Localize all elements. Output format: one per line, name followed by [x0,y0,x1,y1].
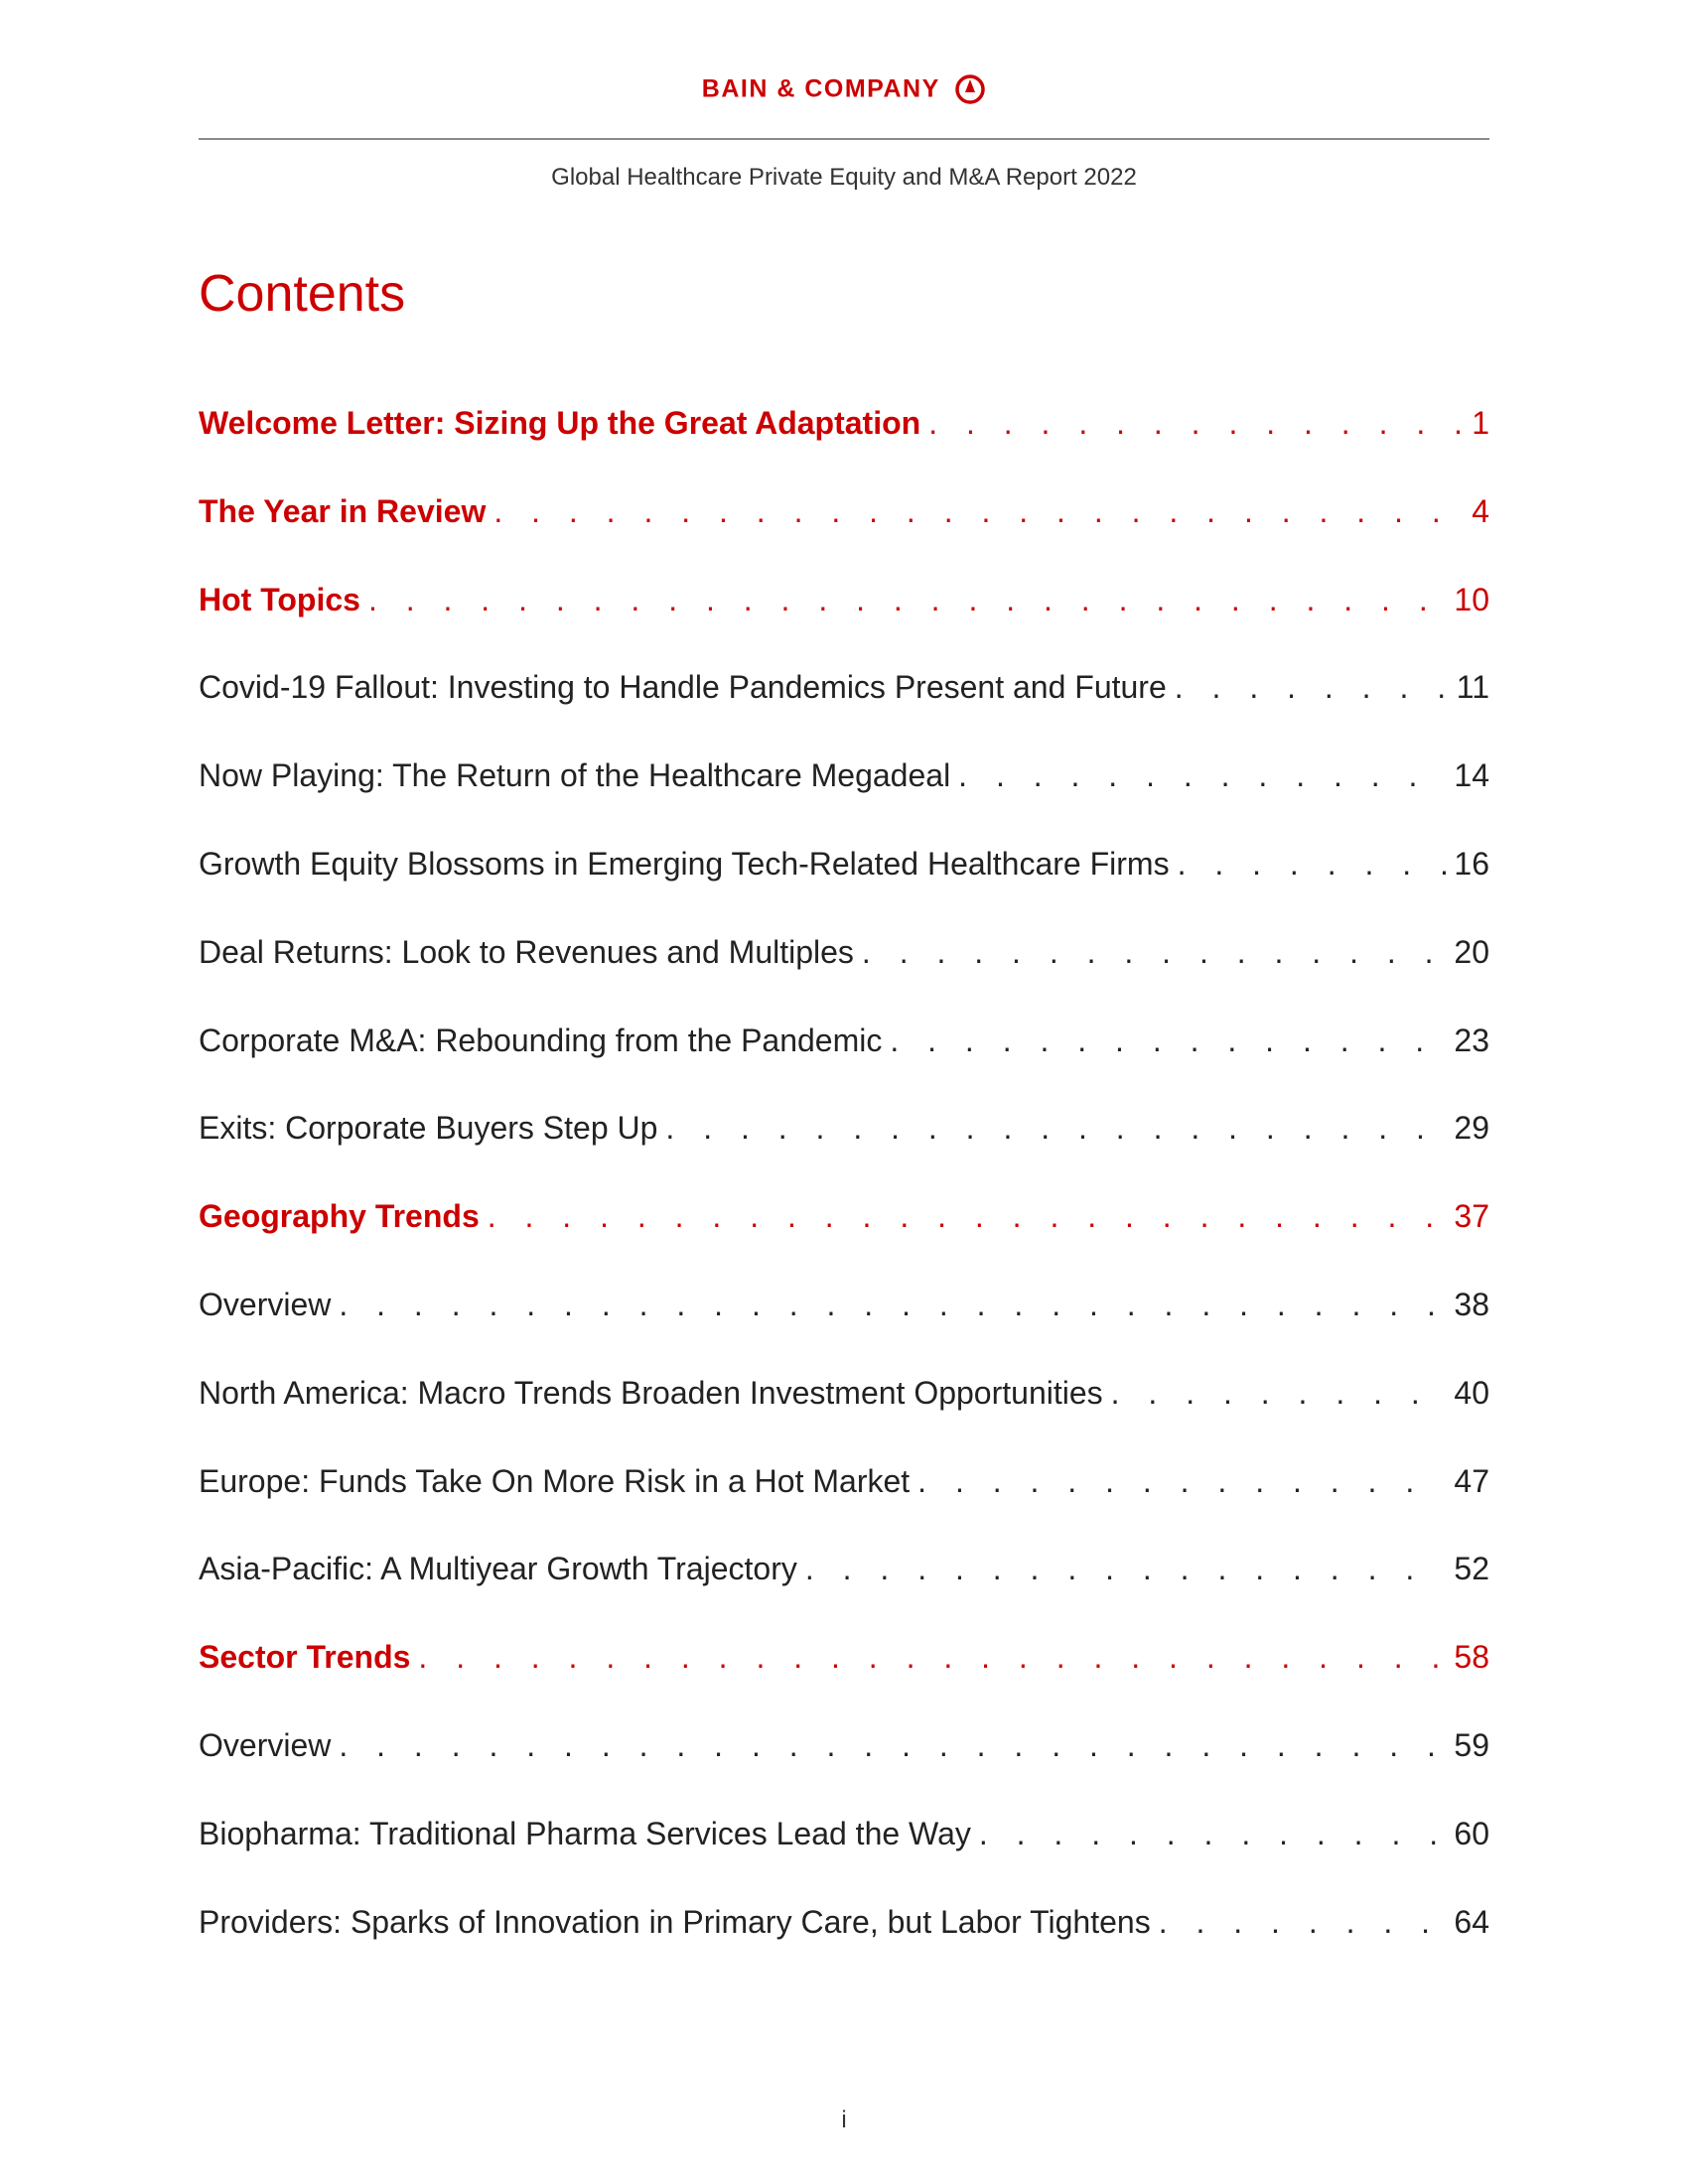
toc-section-link[interactable] [199,493,1489,582]
toc-leader-dots [890,1023,1446,1059]
toc-label: The Year in Review [199,492,487,529]
toc-page-number: 1 [1472,405,1489,441]
toc-leader-dots [979,1816,1447,1852]
contents-heading: Contents [199,265,406,323]
toc-entry-link[interactable] [199,846,1489,934]
toc-leader-dots [1175,669,1449,706]
toc-label: Providers: Sparks of Innovation in Primary Care, but Labor Tightens [199,1903,1151,1940]
logo-text: BAIN & COMPANY [701,74,940,103]
toc-entry-link[interactable] [199,1463,1489,1552]
toc-page-number: 37 [1454,1198,1489,1235]
toc-page-number: 14 [1454,757,1489,794]
toc-label: Covid-19 Fallout: Investing to Handle Pandemics Present and Future [199,669,1167,706]
page-number: i [841,2107,847,2133]
toc-leader-dots [665,1110,1446,1147]
toc-label: Now Playing: The Return of the Healthcare Megadeal [199,757,951,794]
toc-page-number: 10 [1454,581,1489,617]
toc-page-number: 38 [1454,1286,1489,1322]
toc-label: Asia-Pacific: A Multiyear Growth Trajectory [199,1551,797,1587]
toc-section-link[interactable] [199,1639,1489,1727]
bain-logo [0,73,1688,105]
toc-label: Corporate M&A: Rebounding from the Pandemic [199,1022,883,1058]
toc-leader-dots [339,1287,1446,1323]
toc-entry-link[interactable] [199,1023,1489,1111]
toc-leader-dots [488,1198,1447,1235]
toc-page-number: 59 [1454,1726,1489,1763]
toc-label: Sector Trends [199,1639,411,1676]
toc-label: Growth Equity Blossoms in Emerging Tech-Related Healthcare Firms [199,845,1170,882]
toc-entry-link[interactable] [199,1816,1489,1904]
toc-page-number: 20 [1454,933,1489,970]
toc-entry-link[interactable] [199,934,1489,1023]
toc-page-number: 16 [1454,845,1489,882]
toc-section-link[interactable] [199,1198,1489,1287]
toc-page-number: 23 [1454,1022,1489,1058]
toc-page-number: 64 [1454,1903,1489,1940]
toc-section-link[interactable] [199,582,1489,670]
toc-label: Geography Trends [199,1198,480,1235]
toc-entry-link[interactable] [199,1110,1489,1198]
toc-leader-dots [1178,846,1447,883]
table-of-contents [199,405,1489,1991]
toc-label: Exits: Corporate Buyers Step Up [199,1110,658,1147]
report-title: Global Healthcare Private Equity and M&A Report 2022 [551,164,1137,191]
toc-page-number: 58 [1454,1639,1489,1676]
toc-entry-link[interactable] [199,1375,1489,1463]
header-rule [199,138,1489,140]
toc-page-number: 29 [1454,1110,1489,1147]
toc-entry-link[interactable] [199,1287,1489,1375]
toc-label: Welcome Letter: Sizing Up the Great Adaptation [199,405,921,441]
toc-label: Overview [199,1726,332,1763]
toc-leader-dots [805,1551,1447,1587]
toc-entry-link[interactable] [199,1551,1489,1639]
toc-label: Deal Returns: Look to Revenues and Multiples [199,933,854,970]
toc-label: North America: Macro Trends Broaden Investment Opportunities [199,1374,1103,1411]
toc-label: Europe: Funds Take On More Risk in a Hot Market [199,1462,911,1499]
toc-entry-link[interactable] [199,1727,1489,1816]
toc-page-number: 40 [1454,1374,1489,1411]
toc-leader-dots [339,1727,1446,1764]
toc-label: Hot Topics [199,581,360,617]
toc-leader-dots [917,1463,1446,1500]
toc-leader-dots [958,757,1446,794]
toc-entry-link[interactable] [199,1904,1489,1992]
bain-compass-icon [954,73,986,105]
toc-page-number: 52 [1454,1551,1489,1587]
toc-leader-dots [418,1639,1446,1676]
toc-section-link[interactable] [199,405,1489,493]
toc-leader-dots [928,405,1464,442]
toc-leader-dots [493,493,1464,530]
toc-page-number: 11 [1456,669,1489,706]
toc-leader-dots [368,582,1446,618]
toc-leader-dots [862,934,1446,971]
toc-leader-dots [1111,1375,1447,1412]
toc-entry-link[interactable] [199,757,1489,846]
toc-leader-dots [1159,1904,1447,1941]
toc-label: Biopharma: Traditional Pharma Services Lead the Way [199,1815,971,1851]
toc-entry-link[interactable] [199,669,1489,757]
toc-page-number: 60 [1454,1815,1489,1851]
toc-label: Overview [199,1286,332,1322]
toc-page-number: 4 [1472,492,1489,529]
toc-page-number: 47 [1454,1462,1489,1499]
